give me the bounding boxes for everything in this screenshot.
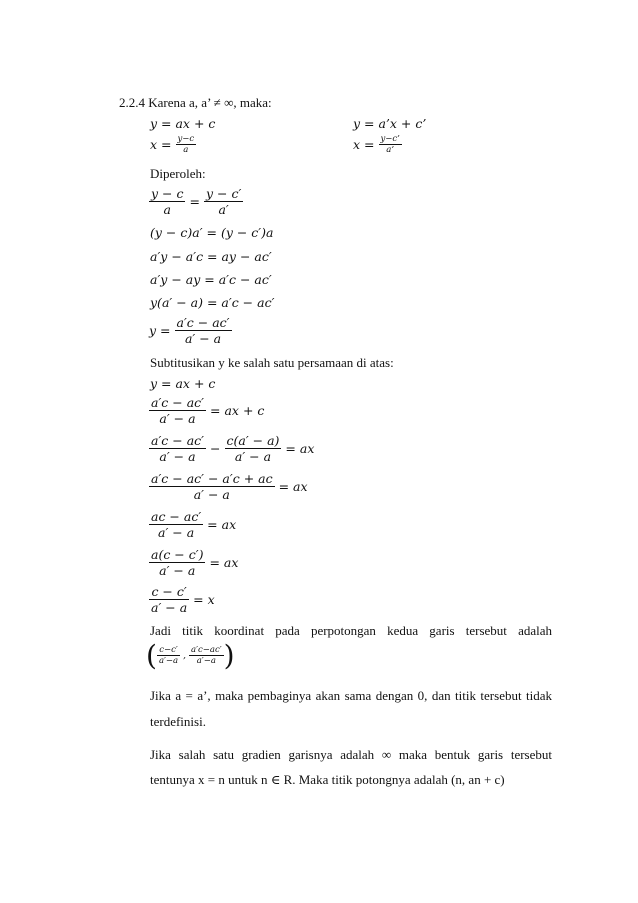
diperoleh-label: Diperoleh: <box>150 166 206 181</box>
s4-num: a′c − ac′ − a′c + ac <box>151 471 273 486</box>
eq6 <box>149 315 232 346</box>
s6-rhs: = ax <box>209 555 239 570</box>
s3-minus: − <box>210 441 221 456</box>
s3-fraction-1 <box>149 433 206 464</box>
s5-rhs: = ax <box>207 517 237 532</box>
s4-den: a′ − a <box>193 487 230 502</box>
point-y-num: a′c−ac′ <box>191 645 222 655</box>
s4 <box>149 471 312 502</box>
s3-den-1: a′ − a <box>159 449 196 464</box>
eq6-num: a′c − ac′ <box>176 315 230 330</box>
point-close-paren: ) <box>223 639 235 672</box>
eq4: a′y − ay = a′c − ac′ <box>150 272 272 287</box>
para-a-equal-line-1: Jika a = a’, maka pembaginya akan sama dengan 0, dan titik tersebut tidak <box>150 688 552 703</box>
s5 <box>149 509 240 540</box>
s7-fraction <box>149 584 189 615</box>
s2 <box>149 395 268 426</box>
s4-rhs: = ax <box>278 479 308 494</box>
x-eq-left <box>150 134 196 155</box>
s5-den: a′ − a <box>158 525 195 540</box>
s2-den: a′ − a <box>159 411 196 426</box>
para-infinite-line-1: Jika salah satu gradien garisnya adalah ∞ maka bentuk garis tersebut <box>150 747 552 762</box>
eq6-lhs: y = <box>149 323 171 338</box>
jadi-paragraph: Jadi titik koordinat pada perpotongan kedua garis tersebut adalah <box>150 623 552 638</box>
s2-rhs: = ax + c <box>210 403 265 418</box>
x-eq-left-fraction <box>176 134 197 155</box>
eq1-left-num: y − c <box>151 186 184 201</box>
s7-num: c − c′ <box>149 584 189 600</box>
line-eq-right: y = a’x + c’ <box>353 116 427 131</box>
point-x-den: a′−a <box>158 656 179 666</box>
point-comma: , <box>183 650 186 661</box>
s3-num-2: c(a′ − a) <box>226 433 280 448</box>
s7-den: a′ − a <box>151 600 188 615</box>
s2-num: a′c − ac′ <box>151 395 205 410</box>
eq1 <box>149 186 243 217</box>
point-open-paren: ( <box>146 639 157 672</box>
s6 <box>149 547 242 578</box>
x-eq-left-num: y−c <box>177 134 195 144</box>
eq1-right-den: a′ <box>218 202 229 217</box>
line-eq-left: y = ax + c <box>150 116 216 131</box>
s4-fraction <box>149 471 275 502</box>
eq6-den: a′ − a <box>184 331 222 346</box>
eq3: a′y − a′c = ay − ac′ <box>150 249 272 264</box>
s5-fraction <box>149 509 203 540</box>
s1: y = ax + c <box>150 376 216 391</box>
x-eq-right <box>353 134 402 155</box>
s3-den-2: a′ − a <box>234 449 272 464</box>
para-a-equal-line-2: terdefinisi. <box>150 714 206 729</box>
eq1-left-den: a <box>163 202 171 217</box>
s2-fraction <box>149 395 206 426</box>
eq1-left-fraction <box>149 186 185 217</box>
s3 <box>149 433 318 464</box>
eq5: y(a′ − a) = a′c − ac′ <box>150 295 275 310</box>
eq2: (y − c)a′ = (y − c′)a <box>150 225 274 240</box>
point-y-fraction <box>189 645 224 666</box>
x-eq-right-num: y−c’ <box>380 134 400 144</box>
subtitusi-label: Subtitusikan y ke salah satu persamaan di atas: <box>150 355 394 370</box>
s7-rhs: = x <box>193 592 215 607</box>
eq1-right-num: y − c′ <box>205 186 242 201</box>
point-y-den: a′−a <box>196 656 216 666</box>
s3-num-1: a′c − ac′ <box>151 433 205 448</box>
x-eq-left-lhs: x = <box>150 137 172 152</box>
para-infinite-line-2: tentunya x = n untuk n ∈ R. Maka titik potongnya adalah (n, an + c) <box>150 772 505 787</box>
x-eq-left-den: a <box>183 145 189 155</box>
eq1-right-fraction <box>204 186 243 217</box>
x-eq-right-lhs: x = <box>353 137 375 152</box>
s6-num: a(c − c′) <box>151 547 204 562</box>
x-eq-right-den: a’ <box>386 145 395 155</box>
s5-num: ac − ac′ <box>151 509 202 524</box>
s3-fraction-2 <box>225 433 282 464</box>
point-x-num: c−c′ <box>157 645 180 656</box>
s6-fraction <box>149 547 205 578</box>
s6-den: a′ − a <box>159 563 196 578</box>
intersection-point <box>146 639 235 672</box>
s7 <box>149 584 219 615</box>
section-heading: 2.2.4 Karena a, a’ ≠ ∞, maka: <box>119 95 272 110</box>
s3-rhs: = ax <box>285 441 315 456</box>
eq6-fraction <box>175 315 232 346</box>
x-eq-right-fraction <box>379 134 402 155</box>
eq1-equals: = <box>189 194 200 209</box>
point-x-fraction <box>157 645 180 666</box>
